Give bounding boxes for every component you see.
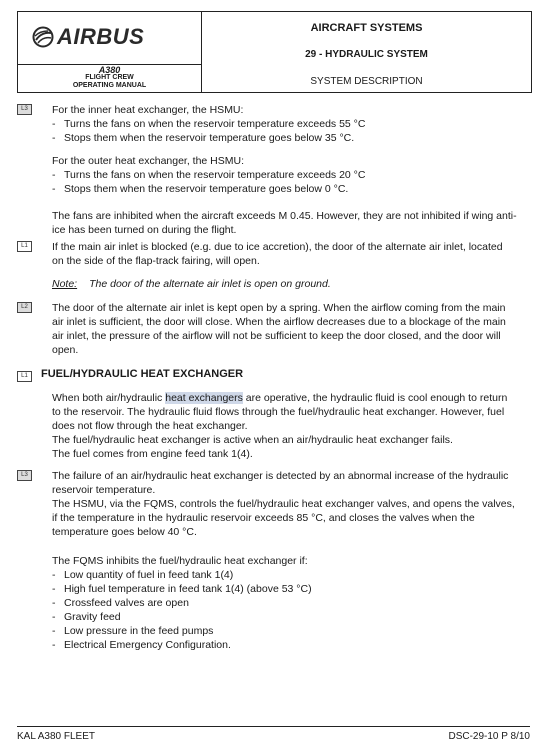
footer-divider — [17, 726, 530, 727]
aircraft-type: A380 — [98, 65, 121, 75]
outer-item: - Turns the fans on when the reservoir temperature exceeds 20 °C — [52, 168, 517, 182]
applicability-marker-l3: L3 — [17, 470, 32, 481]
fuel-paragraph-3: The fuel comes from engine feed tank 1(4). — [52, 448, 253, 460]
fuel-paragraph-1-end: are operative, the hydraulic fluid is cool enough to return to the reservoir. The hydraulic fluid flows through the fuel/hydraulic heat exchanger. However, fuel does not flow through the heat exchanger. — [52, 392, 508, 432]
logo-wordmark: AIRBUS — [57, 24, 145, 49]
fqms-item: - Electrical Emergency Configuration. — [52, 638, 517, 652]
fuel-exchanger-block — [52, 391, 517, 461]
outer-intro: For the outer heat exchanger, the HSMU: — [52, 155, 245, 167]
subsection-title: SYSTEM DESCRIPTION — [310, 76, 423, 87]
fqms-item: - Gravity feed — [52, 610, 517, 624]
inner-item: - Stops them when the reservoir temperature goes below 35 °C. — [52, 131, 517, 145]
highlighted-text: heat exchangers — [165, 392, 243, 404]
manual-name-line1: FLIGHT CREW — [85, 74, 134, 81]
inner-intro: For the inner heat exchanger, the HSMU: — [52, 104, 244, 116]
footer-page-ref: DSC-29-10 P 8/10 — [448, 731, 530, 742]
inner-exchanger-block — [52, 103, 517, 145]
note-label: Note: — [52, 278, 78, 290]
fuel-paragraph-1 — [52, 391, 517, 433]
fqms-intro: The FQMS inhibits the fuel/hydraulic heat exchanger if: — [52, 555, 308, 567]
failure-block — [52, 469, 517, 539]
applicability-marker-l2: L2 — [17, 302, 32, 313]
section-heading: FUEL/HYDRAULIC HEAT EXCHANGER — [41, 368, 244, 380]
fans-inhibited-paragraph: The fans are inhibited when the aircraft exceeds M 0.45. However, they are not inhibited if wing anti-ice has been turned on during the flight. — [52, 210, 517, 236]
note-text: The door of the alternate air inlet is open on ground. — [89, 278, 331, 290]
failure-paragraph-1: The failure of an air/hydraulic heat exchanger is detected by an abnormal increase of the hydraulic reservoir temperature. — [52, 470, 509, 496]
fqms-item: - Low pressure in the feed pumps — [52, 624, 517, 638]
chapter-title: AIRCRAFT SYSTEMS — [310, 22, 423, 34]
door-spring-paragraph: The door of the alternate air inlet is kept open by a spring. When the airflow coming from the main air inlet is sufficient, the door will close. When the airflow decreases due to a blockage of the main air inlet, the pressure of the airflow will not be sufficient to keep the door closed, and the door will open. — [52, 302, 506, 356]
note — [52, 277, 517, 291]
fqms-item: - Crossfeed valves are open — [52, 596, 517, 610]
fqms-block — [52, 554, 517, 652]
section-title: 29 - HYDRAULIC SYSTEM — [305, 49, 428, 60]
manual-name-line2: OPERATING MANUAL — [72, 82, 147, 89]
applicability-marker-l3: L3 — [17, 104, 32, 115]
applicability-marker-l1: L1 — [17, 241, 32, 252]
failure-paragraph-2: The HSMU, via the FQMS, controls the fuel/hydraulic heat exchanger valves, and opens the valves, if the temperature in the hydraulic reservoir exceeds 85 °C, and closes the valves when the temperature goes below 40 °C. — [52, 498, 515, 538]
fuel-paragraph-1-start: When both air/hydraulic — [52, 392, 166, 404]
fuel-paragraph-2: The fuel/hydraulic heat exchanger is active when an air/hydraulic heat exchanger fails. — [52, 434, 453, 446]
outer-exchanger-block — [52, 154, 517, 196]
footer-fleet: KAL A380 FLEET — [17, 731, 96, 742]
inner-item: - Turns the fans on when the reservoir temperature exceeds 55 °C — [52, 117, 517, 131]
applicability-marker-l1: L1 — [17, 371, 32, 382]
outer-item: - Stops them when the reservoir temperature goes below 0 °C. — [52, 182, 517, 196]
air-inlet-blocked-paragraph: If the main air inlet is blocked (e.g. due to ice accretion), the door of the alternate air inlet, located on the side of the flap-track fairing, will open. — [52, 241, 503, 267]
fqms-item: - High fuel temperature in feed tank 1(4) (above 53 °C) — [52, 582, 517, 596]
fqms-item: - Low quantity of fuel in feed tank 1(4) — [52, 568, 517, 582]
